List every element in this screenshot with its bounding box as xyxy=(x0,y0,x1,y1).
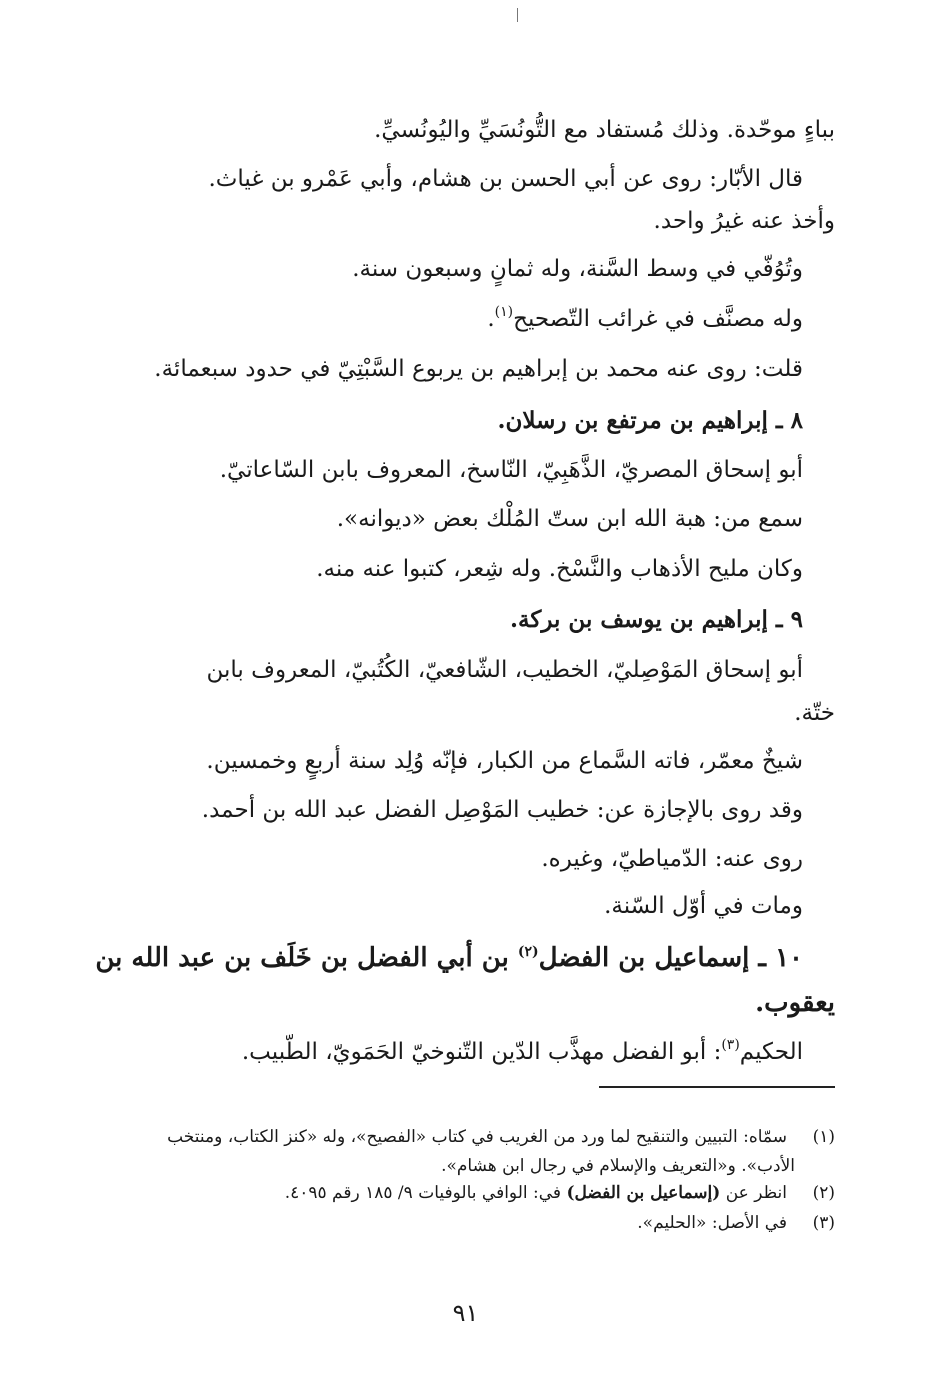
footnote xyxy=(637,1210,835,1236)
text-line: شيخٌ معمّر، فاته السَّماع من الكبار، فإنّه وُلِد سنة أربعٍ وخمسين. xyxy=(206,748,803,774)
footnote xyxy=(285,1180,835,1206)
footnote-text: في الأصل: «الحليم». xyxy=(637,1213,787,1233)
heading-segment: ١٠ ـ إسماعيل بن الفضل xyxy=(538,943,803,973)
text-segment: الحكيم xyxy=(739,1039,803,1065)
entry-heading: ٩ ـ إبراهيم بن يوسف بن بركة. xyxy=(510,606,803,633)
footnote-number: (٣) xyxy=(812,1213,835,1233)
text-line: أبو إسحاق المصريّ، الذَّهَبِيّ، النّاسخ، المعروف بابن السّاعاتيّ. xyxy=(219,457,803,483)
text-line: وأخذ عنه غيرُ واحد. xyxy=(653,208,835,234)
footnote-marker: (٢) xyxy=(517,944,539,960)
text-segment: وله مصنَّف في غرائب التّصحيح xyxy=(513,306,803,332)
text-line: بباءٍ موحّدة. وذلك مُستفاد مع التُّونُسَيِّ واليُونُسيِّ. xyxy=(374,117,835,143)
entry-heading: ٨ ـ إبراهيم بن مرتفع بن رسلان. xyxy=(497,407,803,434)
footnote-separator xyxy=(599,1086,835,1088)
footnote-text: سمّاه: التبيين والتنقيح لما ورد من الغريب في كتاب «الفصيح»، وله «كنز الكتاب، ومنتخب xyxy=(167,1127,787,1147)
footnote xyxy=(167,1124,835,1150)
footnote-marker: (٣) xyxy=(721,1037,740,1053)
text-line: وتُوُفّي في وسط السَّنة، وله ثمانٍ وسبعون سنة. xyxy=(352,256,803,282)
text-line-with-note xyxy=(242,1036,803,1068)
text-line: قلت: روى عنه محمد بن إبراهيم بن يربوع السَّبْتِيّ في حدود سبعمائة. xyxy=(154,356,803,382)
text-line: وكان مليح الأذهاب والنَّسْخ. وله شِعر، كتبوا عنه منه. xyxy=(316,556,803,582)
text-line: أبو إسحاق المَوْصِليّ، الخطيب، الشّافعيّ، الكُتُبيّ، المعروف بابن xyxy=(206,657,803,683)
text-line-with-note xyxy=(487,303,803,335)
heading-segment: بن أبي الفضل بن خَلَف بن عبد الله بن xyxy=(95,943,509,973)
text-segment: . xyxy=(487,306,495,332)
text-line: سمع من: هبة الله ابن ستّ المُلْك بعض «ديوانه». xyxy=(336,506,803,532)
footnote-text: الأدب». و«التعريف والإسلام في رجال ابن هشام». xyxy=(441,1156,795,1176)
text-line: روى عنه: الدّمياطيّ، وغيره. xyxy=(541,846,803,872)
text-line: ختّة. xyxy=(794,700,835,726)
footnote-number: (٢) xyxy=(812,1183,835,1203)
text-line: قال الأبّار: روى عن أبي الحسن بن هشام، وأبي عَمْرو بن غياث. xyxy=(208,166,803,192)
footnote-text xyxy=(285,1180,787,1206)
footnote-number: (١) xyxy=(812,1127,835,1147)
text-segment: : أبو الفضل مهذَّب الدّين التّنوخيّ الحَمَويّ، الطّبيب. xyxy=(241,1039,722,1065)
footnote-segment: (إسماعيل بن الفضل) xyxy=(566,1183,721,1203)
entry-heading xyxy=(95,942,803,974)
footnote-segment: في: الوافي بالوفيات ٩/ ١٨٥ رقم ٤٠٩٥. xyxy=(284,1183,562,1203)
text-line: ومات في أوّل السّنة. xyxy=(604,893,803,919)
footnote-segment: انظر عن xyxy=(725,1183,787,1203)
text-line: وقد روى بالإجازة عن: خطيب المَوْصِل الفضل عبد الله بن أحمد. xyxy=(201,797,803,823)
footnote-marker: (١) xyxy=(494,304,514,320)
scan-mark xyxy=(517,8,518,22)
entry-heading: يعقوب. xyxy=(755,988,835,1018)
page-number: ٩١ xyxy=(452,1299,479,1327)
